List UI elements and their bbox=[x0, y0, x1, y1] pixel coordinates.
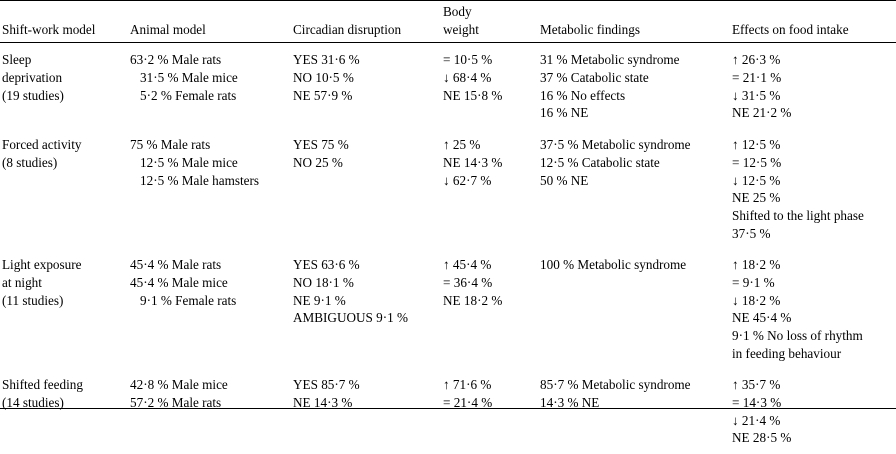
cell-line: 31·5 % Male mice bbox=[140, 70, 238, 86]
cell-line: Sleep bbox=[2, 52, 32, 68]
cell-line: 45·4 % Male rats bbox=[130, 257, 222, 273]
cell-line: ↓ 68·4 % bbox=[443, 70, 492, 86]
cell-line: ↑ 35·7 % bbox=[732, 377, 781, 393]
cell-line: NE 28·5 % bbox=[732, 430, 792, 446]
column-header-label: Shift-work model bbox=[2, 21, 96, 37]
cell-body-weight bbox=[441, 43, 538, 129]
cell-line: ↓ 31·5 % bbox=[732, 87, 781, 103]
cell-food-intake bbox=[730, 129, 896, 249]
cell-metabolic-findings bbox=[538, 249, 730, 369]
cell-body-weight bbox=[441, 129, 538, 249]
cell-line: 12·5 % Male mice bbox=[140, 154, 238, 170]
cell-line: NE 25 % bbox=[732, 190, 781, 206]
table-header-row bbox=[0, 1, 896, 43]
cell-animal-model bbox=[128, 129, 291, 249]
cell-line: Forced activity bbox=[2, 137, 82, 153]
cell-circadian-disruption bbox=[291, 369, 441, 454]
cell-line: 37·5 % bbox=[732, 225, 771, 241]
cell-line: NE 14·3 % bbox=[443, 154, 503, 170]
column-header-label: Effects on food intake bbox=[732, 21, 849, 37]
cell-line: NE 18·2 % bbox=[443, 292, 503, 308]
cell-line: 9·1 % Female rats bbox=[140, 292, 237, 308]
cell-line: ↑ 45·4 % bbox=[443, 257, 492, 273]
cell-line: (19 studies) bbox=[2, 87, 64, 103]
column-header-label-line1: Body bbox=[443, 4, 472, 19]
cell-line: NE 15·8 % bbox=[443, 87, 503, 103]
cell-metabolic-findings bbox=[538, 369, 730, 454]
table-row bbox=[0, 129, 896, 249]
cell-line: NE 14·3 % bbox=[293, 395, 353, 411]
cell-line: 5·2 % Female rats bbox=[140, 87, 237, 103]
cell-shift-work-model bbox=[0, 249, 128, 369]
cell-line: YES 75 % bbox=[293, 137, 349, 153]
cell-line: 37·5 % Metabolic syndrome bbox=[540, 137, 691, 153]
cell-food-intake bbox=[730, 43, 896, 129]
cell-line: 9·1 % No loss of rhythm bbox=[732, 328, 863, 343]
cell-shift-work-model bbox=[0, 43, 128, 129]
column-header-label: Circadian disruption bbox=[293, 21, 402, 37]
column-header-animal-model bbox=[128, 1, 291, 43]
cell-line: 50 % NE bbox=[540, 172, 589, 188]
cell-food-intake bbox=[730, 249, 896, 369]
table-bottom-rule bbox=[0, 408, 896, 409]
cell-animal-model bbox=[128, 369, 291, 454]
cell-line: ↑ 25 % bbox=[443, 137, 481, 153]
cell-line: 63·2 % Male rats bbox=[130, 52, 222, 68]
cell-line: ↓ 62·7 % bbox=[443, 172, 492, 188]
column-header-food-intake bbox=[730, 1, 896, 43]
column-header-shift-work-model bbox=[0, 1, 128, 43]
cell-line: NE 9·1 % bbox=[293, 292, 346, 308]
cell-line: ↓ 21·4 % bbox=[732, 412, 781, 428]
cell-animal-model bbox=[128, 43, 291, 129]
cell-metabolic-findings bbox=[538, 43, 730, 129]
cell-line: ↑ 71·6 % bbox=[443, 377, 492, 393]
cell-line: = 21·1 % bbox=[732, 70, 782, 86]
cell-circadian-disruption bbox=[291, 129, 441, 249]
cell-line: 75 % Male rats bbox=[130, 137, 211, 153]
cell-line: = 36·4 % bbox=[443, 274, 493, 290]
cell-line: NE 45·4 % bbox=[732, 310, 792, 326]
cell-line: Shifted feeding bbox=[2, 377, 83, 393]
cell-line: ↓ 12·5 % bbox=[732, 172, 781, 188]
table-row bbox=[0, 43, 896, 129]
cell-line: NO 25 % bbox=[293, 154, 343, 170]
cell-line: YES 85·7 % bbox=[293, 377, 360, 393]
cell-circadian-disruption bbox=[291, 249, 441, 369]
column-header-label: Metabolic findings bbox=[540, 21, 640, 37]
cell-line: 45·4 % Male mice bbox=[130, 274, 228, 290]
cell-line: YES 63·6 % bbox=[293, 257, 360, 273]
cell-line: deprivation bbox=[2, 70, 63, 86]
cell-metabolic-findings bbox=[538, 129, 730, 249]
cell-line: Light exposure bbox=[2, 257, 82, 273]
cell-line: Shifted to the light phase bbox=[732, 207, 864, 223]
cell-line: ↑ 26·3 % bbox=[732, 52, 781, 68]
cell-shift-work-model bbox=[0, 369, 128, 454]
cell-line: NO 18·1 % bbox=[293, 274, 354, 290]
cell-line: = 21·4 % bbox=[443, 395, 493, 411]
cell-line: 12·5 % Catabolic state bbox=[540, 154, 660, 170]
table-header bbox=[0, 1, 896, 43]
cell-line: 16 % NE bbox=[540, 105, 589, 121]
cell-line: 16 % No effects bbox=[540, 87, 626, 103]
cell-line: in feeding behaviour bbox=[732, 345, 842, 361]
table-row bbox=[0, 249, 896, 369]
column-header-label: Animal model bbox=[130, 21, 206, 37]
table-body bbox=[0, 43, 896, 454]
cell-line: ↓ 18·2 % bbox=[732, 292, 781, 308]
cell-line: 57·2 % Male rats bbox=[130, 395, 222, 411]
cell-line: at night bbox=[2, 274, 42, 290]
cell-line: ↑ 18·2 % bbox=[732, 257, 781, 273]
cell-line: = 10·5 % bbox=[443, 52, 493, 68]
cell-line: NE 57·9 % bbox=[293, 87, 353, 103]
cell-line: = 14·3 % bbox=[732, 395, 782, 411]
cell-circadian-disruption bbox=[291, 43, 441, 129]
column-header-circadian-disruption bbox=[291, 1, 441, 43]
cell-line: = 12·5 % bbox=[732, 154, 782, 170]
cell-line: 100 % Metabolic syndrome bbox=[540, 257, 687, 273]
cell-shift-work-model bbox=[0, 129, 128, 249]
cell-line: 37 % Catabolic state bbox=[540, 70, 649, 86]
table-row bbox=[0, 369, 896, 454]
cell-line: AMBIGUOUS 9·1 % bbox=[293, 310, 409, 326]
cell-food-intake bbox=[730, 369, 896, 454]
cell-line: NO 10·5 % bbox=[293, 70, 354, 86]
cell-animal-model bbox=[128, 249, 291, 369]
column-header-label-line2: weight bbox=[443, 21, 479, 37]
column-header-metabolic-findings bbox=[538, 1, 730, 43]
cell-line: 31 % Metabolic syndrome bbox=[540, 52, 680, 68]
cell-line: (11 studies) bbox=[2, 292, 64, 308]
cell-line: 12·5 % Male hamsters bbox=[140, 172, 260, 188]
cell-body-weight bbox=[441, 249, 538, 369]
cell-line: 42·8 % Male mice bbox=[130, 377, 228, 393]
cell-line: (8 studies) bbox=[2, 154, 58, 170]
cell-line: 14·3 % NE bbox=[540, 395, 600, 411]
cell-line: YES 31·6 % bbox=[293, 52, 360, 68]
cell-line: = 9·1 % bbox=[732, 274, 775, 290]
cell-line: 85·7 % Metabolic syndrome bbox=[540, 377, 691, 393]
cell-line: NE 21·2 % bbox=[732, 105, 792, 121]
cell-line: (14 studies) bbox=[2, 395, 64, 411]
cell-line: ↑ 12·5 % bbox=[732, 137, 781, 153]
cell-body-weight bbox=[441, 369, 538, 454]
column-header-body-weight bbox=[441, 1, 538, 43]
